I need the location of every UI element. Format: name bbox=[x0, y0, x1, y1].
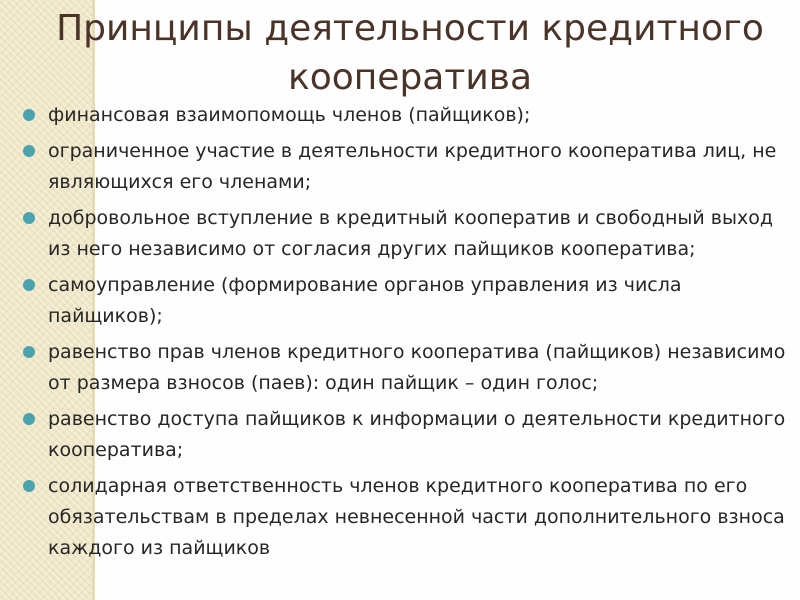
bullet-list bbox=[20, 100, 790, 569]
bullet-text: финансовая взаимопомощь членов (пайщиков); bbox=[48, 104, 531, 126]
bullet-icon bbox=[23, 279, 35, 291]
bullet-icon bbox=[23, 480, 35, 492]
bullet-text: ограниченное участие в деятельности кредитного кооператива лиц, не являющихся его членами; bbox=[48, 140, 777, 193]
bullet-text: равенство прав членов кредитного кооператива (пайщиков) независимо от размера взносов (паев): один пайщик – один голос; bbox=[48, 341, 786, 394]
list-item bbox=[20, 471, 790, 564]
slide-title: Принципы деятельности кредитного кооператива bbox=[56, 8, 764, 98]
bullet-text: равенство доступа пайщиков к информации о деятельности кредитного кооператива; bbox=[48, 408, 786, 461]
list-item bbox=[20, 404, 790, 466]
bullet-icon bbox=[23, 413, 35, 425]
bullet-text: самоуправление (формирование органов управления из числа пайщиков); bbox=[48, 274, 682, 327]
list-item bbox=[20, 270, 790, 332]
bullet-icon bbox=[23, 212, 35, 224]
list-item bbox=[20, 100, 790, 131]
list-item bbox=[20, 203, 790, 265]
bullet-text: солидарная ответственность членов кредитного кооператива по его обязательствам в пределах невнесенной части дополнительного взноса каждого из пайщиков bbox=[48, 475, 785, 559]
bullet-icon bbox=[23, 109, 35, 121]
bullet-text: добровольное вступление в кредитный кооператив и свободный выход из него независимо от согласия других пайщиков кооператива; bbox=[48, 207, 773, 260]
bullet-icon bbox=[23, 145, 35, 157]
bullet-icon bbox=[23, 346, 35, 358]
list-item bbox=[20, 136, 790, 198]
list-item bbox=[20, 337, 790, 399]
